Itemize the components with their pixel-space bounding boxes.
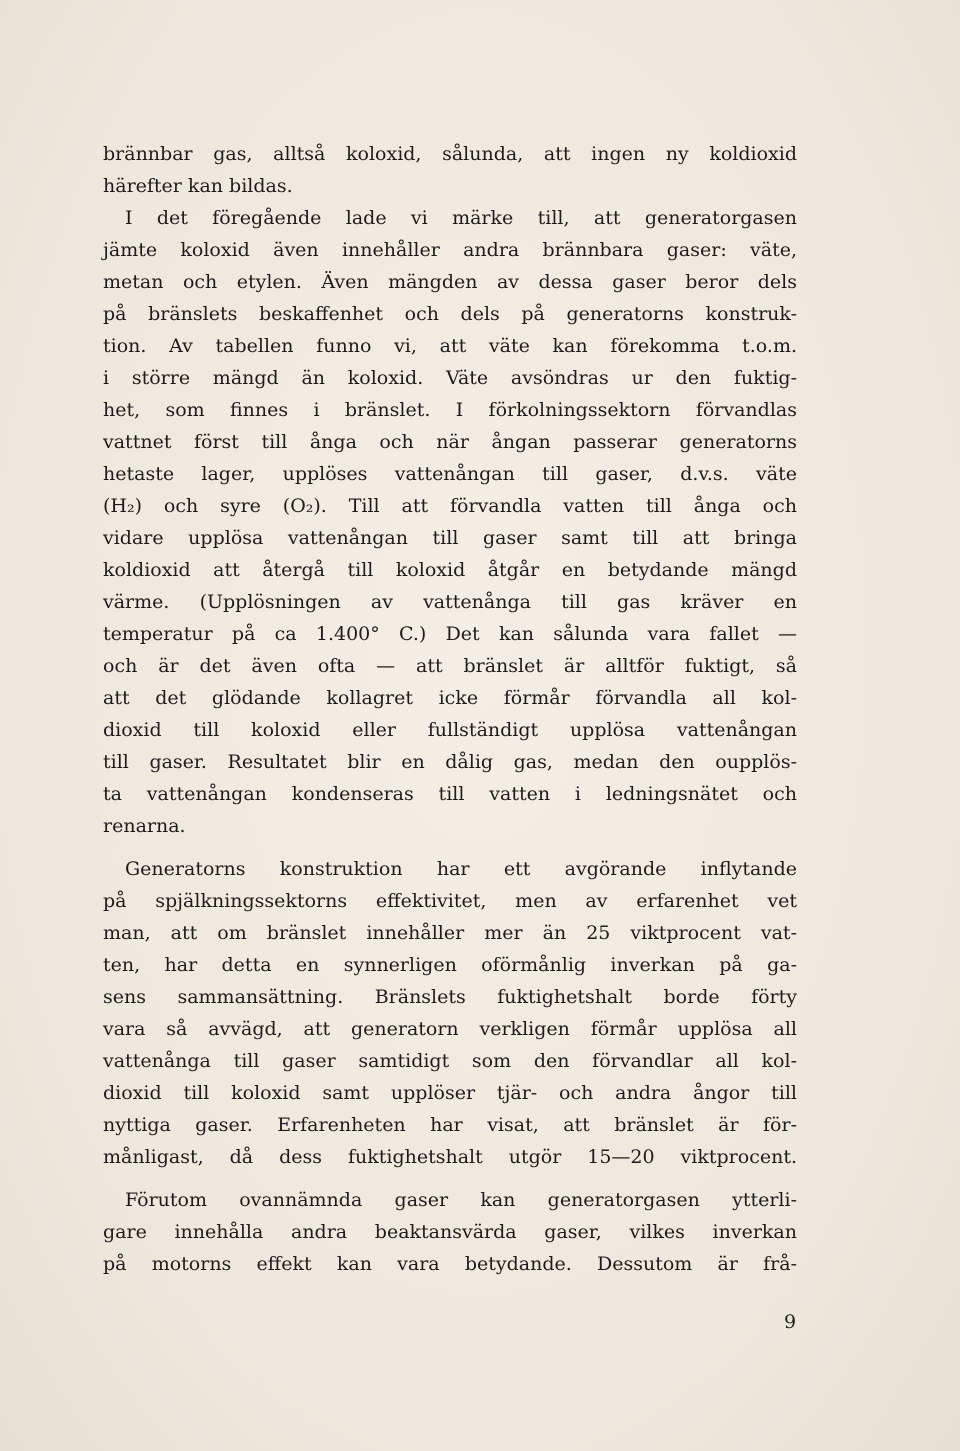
- text-line: hetaste lager, upplöses vattenångan till gaser, d.v.s. väte: [103, 463, 797, 485]
- text-line: koldioxid att återgå till koloxid åtgår en betydande mängd: [103, 559, 797, 581]
- text-line: ten, har detta en synnerligen oförmånlig inverkan på ga-: [103, 954, 797, 976]
- text-line: på bränslets beskaffenhet och dels på generatorns konstruk-: [103, 303, 797, 325]
- page-number: 9: [783, 1311, 797, 1333]
- text-line: nyttiga gaser. Erfarenheten har visat, att bränslet är för-: [103, 1114, 797, 1136]
- text-line: på spjälkningssektorns effektivitet, men av erfarenhet vet: [103, 890, 797, 912]
- text-line: (H₂) och syre (O₂). Till att förvandla vatten till ånga och: [103, 495, 797, 517]
- text-line: man, att om bränslet innehåller mer än 25 viktprocent vat-: [103, 922, 797, 944]
- text-line: jämte koloxid även innehåller andra brännbara gaser: väte,: [103, 239, 797, 261]
- text-line: I det föregående lade vi märke till, att generatorgasen: [125, 207, 797, 229]
- text-line: vidare upplösa vattenångan till gaser samt till att bringa: [103, 527, 797, 549]
- text-line: dioxid till koloxid eller fullständigt upplösa vattenångan: [103, 719, 797, 741]
- paragraph-gap: [103, 1173, 797, 1184]
- text-line: het, som finnes i bränslet. I förkolningssektorn förvandlas: [103, 399, 797, 421]
- paragraph-gap: [103, 842, 797, 853]
- text-line: gare innehålla andra beaktansvärda gaser, vilkes inverkan: [103, 1221, 797, 1243]
- paragraph-4: [103, 1184, 797, 1280]
- text-line: månligast, då dess fuktighetshalt utgör 15—20 viktprocent.: [103, 1146, 797, 1168]
- text-line: härefter kan bildas.: [103, 175, 293, 197]
- text-line: till gaser. Resultatet blir en dålig gas, medan den oupplös-: [103, 751, 797, 773]
- paragraph-3: [103, 853, 797, 1173]
- text-line: sens sammansättning. Bränslets fuktighetshalt borde förty: [103, 986, 797, 1008]
- text-line: dioxid till koloxid samt upplöser tjär- och andra ångor till: [103, 1082, 797, 1104]
- text-line: renarna.: [103, 815, 186, 837]
- text-line: Generatorns konstruktion har ett avgörande inflytande: [125, 858, 797, 880]
- text-line: att det glödande kollagret icke förmår förvandla all kol-: [103, 687, 797, 709]
- text-line: brännbar gas, alltså koloxid, sålunda, att ingen ny koldioxid: [103, 143, 797, 165]
- text-line: tion. Av tabellen funno vi, att väte kan förekomma t.o.m.: [103, 335, 797, 357]
- text-line: metan och etylen. Även mängden av dessa gaser beror dels: [103, 271, 797, 293]
- paragraph-1: [103, 138, 797, 202]
- text-line: temperatur på ca 1.400° C.) Det kan sålunda vara fallet —: [103, 623, 797, 645]
- text-line: vattenånga till gaser samtidigt som den förvandlar all kol-: [103, 1050, 797, 1072]
- text-line: i större mängd än koloxid. Väte avsöndras ur den fuktig-: [103, 367, 797, 389]
- text-line: ta vattenångan kondenseras till vatten i ledningsnätet och: [103, 783, 797, 805]
- text-line: vattnet först till ånga och när ångan passerar generatorns: [103, 431, 797, 453]
- text-line: värme. (Upplösningen av vattenånga till gas kräver en: [103, 591, 797, 613]
- paragraph-2: [103, 202, 797, 842]
- body-text: [103, 138, 797, 1280]
- text-line: på motorns effekt kan vara betydande. Dessutom är frå-: [103, 1253, 797, 1275]
- text-line: och är det även ofta — att bränslet är alltför fuktigt, så: [103, 655, 797, 677]
- text-line: Förutom ovannämnda gaser kan generatorgasen ytterli-: [125, 1189, 797, 1211]
- text-line: vara så avvägd, att generatorn verkligen förmår upplösa all: [103, 1018, 797, 1040]
